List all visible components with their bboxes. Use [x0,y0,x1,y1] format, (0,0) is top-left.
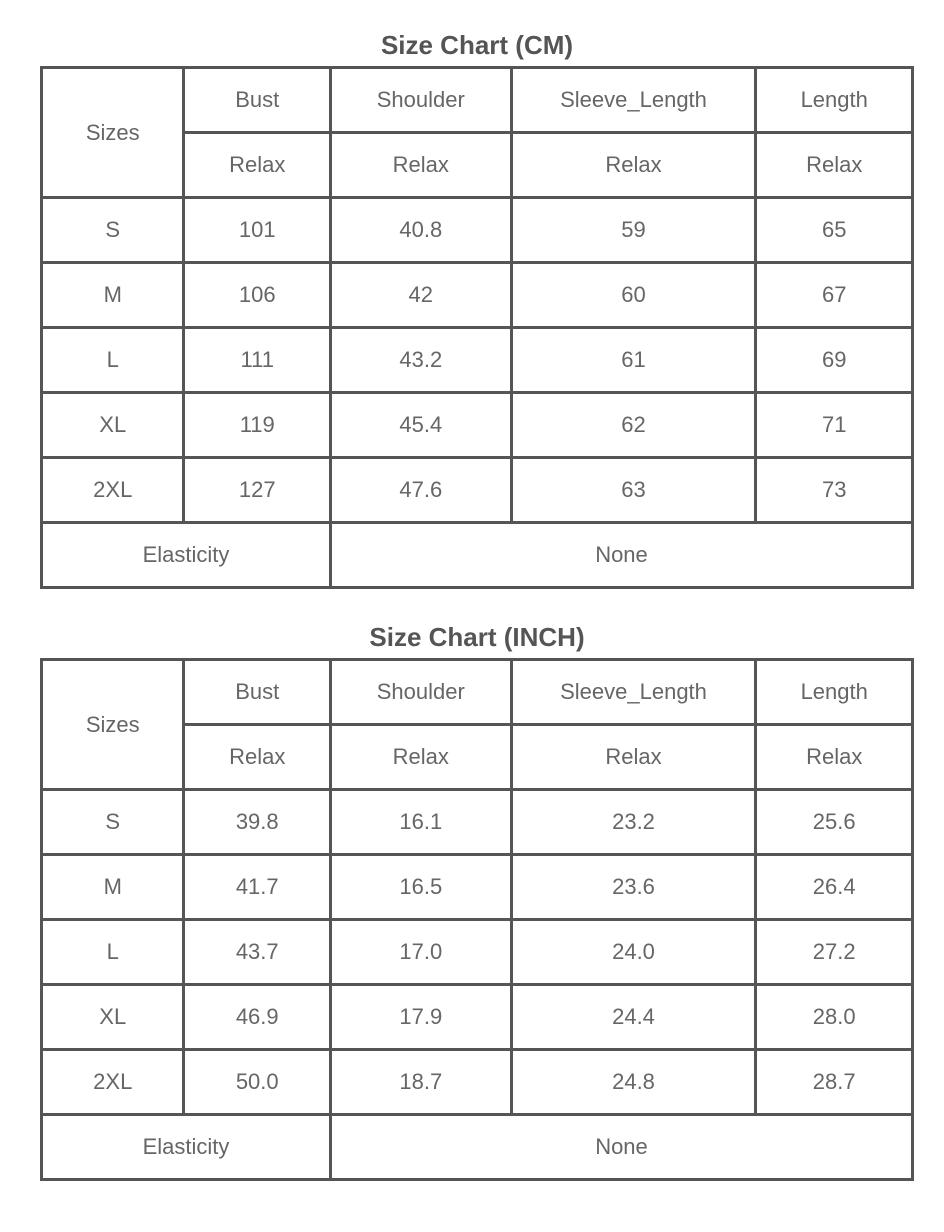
value-cell: 65 [756,198,913,263]
value-cell: 23.6 [511,855,756,920]
value-cell: 17.0 [330,920,511,985]
table-row [42,328,913,393]
value-cell: 24.0 [511,920,756,985]
value-cell: 17.9 [330,985,511,1050]
value-cell: 71 [756,393,913,458]
elasticity-value: None [330,523,912,588]
value-cell: 61 [511,328,756,393]
fit-cell: Relax [756,133,913,198]
value-cell: 106 [184,263,331,328]
fit-cell: Relax [756,725,913,790]
size-cell: XL [42,393,184,458]
value-cell: 50.0 [184,1050,331,1115]
value-cell: 16.1 [330,790,511,855]
length-header: Length [756,68,913,133]
size-cell: M [42,855,184,920]
table-row [42,393,913,458]
value-cell: 101 [184,198,331,263]
fit-cell: Relax [184,133,331,198]
table-row [42,1050,913,1115]
size-cell: 2XL [42,1050,184,1115]
value-cell: 18.7 [330,1050,511,1115]
size-cell: L [42,328,184,393]
length-header: Length [756,660,913,725]
value-cell: 60 [511,263,756,328]
value-cell: 28.7 [756,1050,913,1115]
elasticity-label: Elasticity [42,1115,331,1180]
size-chart-cm-table [40,66,914,589]
value-cell: 47.6 [330,458,511,523]
value-cell: 26.4 [756,855,913,920]
size-cell: M [42,263,184,328]
shoulder-header: Shoulder [330,68,511,133]
sleeve-length-header: Sleeve_Length [511,660,756,725]
value-cell: 27.2 [756,920,913,985]
sleeve-length-header: Sleeve_Length [511,68,756,133]
header-row [42,68,913,133]
size-cell: S [42,790,184,855]
value-cell: 16.5 [330,855,511,920]
value-cell: 28.0 [756,985,913,1050]
value-cell: 59 [511,198,756,263]
size-chart-inch-table [40,658,914,1181]
value-cell: 46.9 [184,985,331,1050]
bust-header: Bust [184,68,331,133]
size-cell: XL [42,985,184,1050]
size-cell: 2XL [42,458,184,523]
sizes-header: Sizes [42,68,184,198]
table-row [42,920,913,985]
value-cell: 25.6 [756,790,913,855]
table-row [42,855,913,920]
table-row [42,790,913,855]
value-cell: 127 [184,458,331,523]
value-cell: 73 [756,458,913,523]
fit-cell: Relax [184,725,331,790]
fit-cell: Relax [330,133,511,198]
value-cell: 42 [330,263,511,328]
value-cell: 119 [184,393,331,458]
elasticity-value: None [330,1115,912,1180]
size-cell: S [42,198,184,263]
value-cell: 23.2 [511,790,756,855]
bust-header: Bust [184,660,331,725]
table-row [42,985,913,1050]
value-cell: 62 [511,393,756,458]
table-row [42,263,913,328]
table-row [42,458,913,523]
value-cell: 24.8 [511,1050,756,1115]
shoulder-header: Shoulder [330,660,511,725]
size-cell: L [42,920,184,985]
value-cell: 45.4 [330,393,511,458]
header-row [42,660,913,725]
value-cell: 69 [756,328,913,393]
value-cell: 111 [184,328,331,393]
size-chart-inch-title: Size Chart (INCH) [369,622,585,652]
elasticity-row [42,1115,913,1180]
value-cell: 43.2 [330,328,511,393]
elasticity-label: Elasticity [42,523,331,588]
value-cell: 67 [756,263,913,328]
value-cell: 39.8 [184,790,331,855]
fit-cell: Relax [511,725,756,790]
elasticity-row [42,523,913,588]
value-cell: 40.8 [330,198,511,263]
value-cell: 24.4 [511,985,756,1050]
value-cell: 63 [511,458,756,523]
fit-cell: Relax [330,725,511,790]
value-cell: 43.7 [184,920,331,985]
fit-cell: Relax [511,133,756,198]
size-chart-cm-title: Size Chart (CM) [380,30,574,60]
sizes-header: Sizes [42,660,184,790]
value-cell: 41.7 [184,855,331,920]
table-row [42,198,913,263]
